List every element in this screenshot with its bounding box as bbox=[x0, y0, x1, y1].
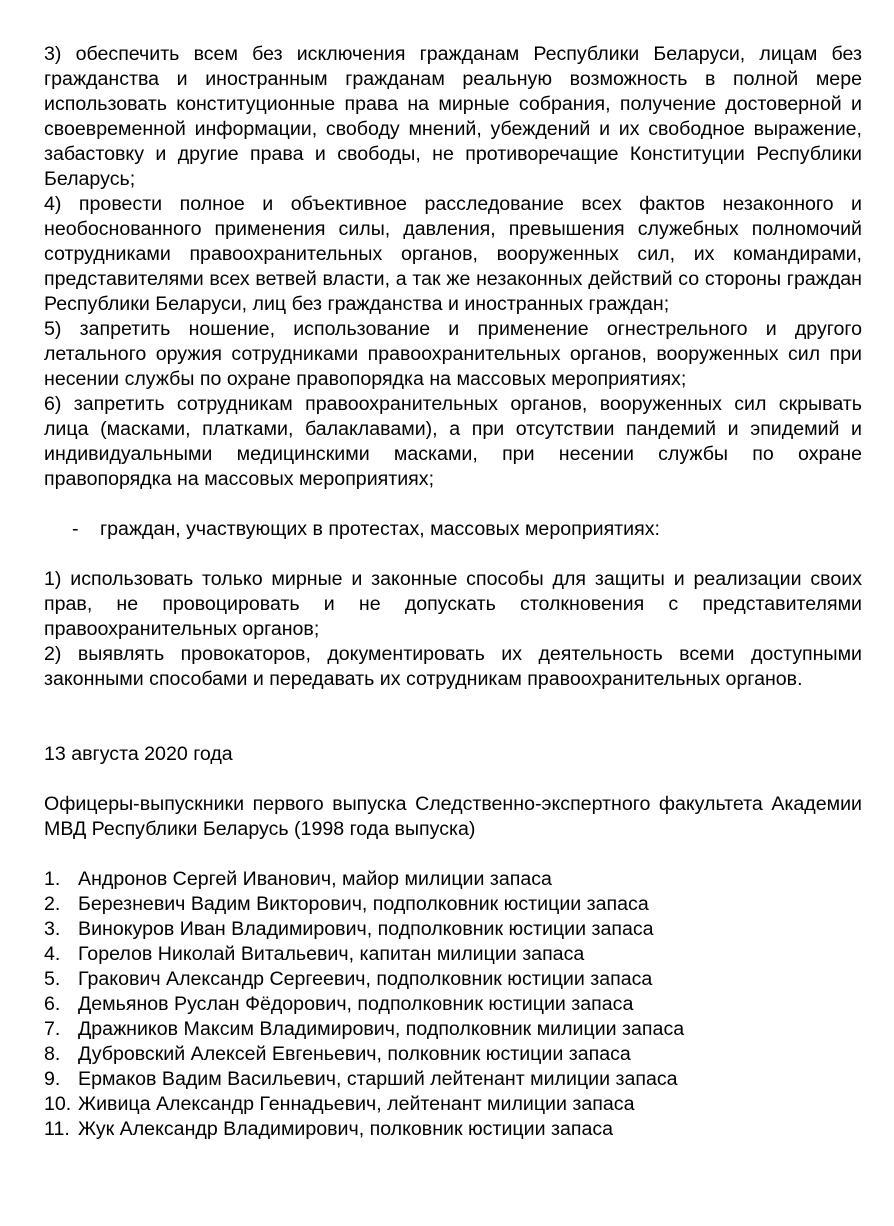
demand-paragraph-4: 4) провести полное и объективное расследование всех фактов незаконного и необоснованного применения силы, давления, превышения служебных полномочий сотрудниками правоохранительных органов, вооруженных сил, их командирами, представителями всех ветвей власти, а так же незаконных действий со стороны граждан Республики Беларуси, лиц без гражданства и иностранных граждан; bbox=[44, 193, 862, 315]
signatory-number: 6. bbox=[44, 993, 61, 1015]
signatory-item bbox=[44, 1017, 862, 1042]
signatory-item bbox=[44, 1117, 862, 1142]
signatory-number: 2. bbox=[44, 893, 61, 915]
document-date: 13 августа 2020 года bbox=[44, 743, 233, 765]
demand-paragraph-3: 3) обеспечить всем без исключения гражданам Республики Беларуси, лицам без гражданства и иностранным гражданам реальную возможность в полной мере использовать конституционные права на мирные собрания, получение достоверной и своевременной информации, свободу мнений, убеждений и их свободное выражение, забастовку и другие права и свободы, не противоречащие Конституции Республики Беларусь; bbox=[44, 43, 862, 190]
signatory-number: 10. bbox=[44, 1093, 72, 1115]
signatory-item bbox=[44, 967, 862, 992]
dash-marker: - bbox=[72, 518, 79, 540]
signatory-number: 5. bbox=[44, 968, 61, 990]
signatory-item bbox=[44, 867, 862, 892]
signatories-list bbox=[44, 867, 862, 1142]
signatory-number: 11. bbox=[44, 1118, 70, 1140]
signatory-text: Жук Александр Владимирович, полковник юстиции запаса bbox=[78, 1118, 614, 1140]
signatory-number: 9. bbox=[44, 1068, 61, 1090]
citizens-heading-text: граждан, участвующих в протестах, массовых мероприятиях: bbox=[100, 518, 660, 540]
signatory-text: Дражников Максим Владимирович, подполковник милиции запаса bbox=[78, 1018, 685, 1040]
signatory-item bbox=[44, 892, 862, 917]
signatory-number: 3. bbox=[44, 918, 61, 940]
signatory-item bbox=[44, 1092, 862, 1117]
signatory-text: Дубровский Алексей Евгеньевич, полковник юстиции запаса bbox=[78, 1043, 631, 1065]
signatories-intro: Офицеры-выпускники первого выпуска Следственно-экспертного факультета Академии МВД Республики Беларусь (1998 года выпуска) bbox=[44, 793, 862, 840]
signatory-text: Горелов Николай Витальевич, капитан милиции запаса bbox=[78, 943, 585, 965]
signatory-text: Андронов Сергей Иванович, майор милиции запаса bbox=[78, 868, 552, 890]
signatory-text: Березневич Вадим Викторович, подполковник юстиции запаса bbox=[78, 893, 649, 915]
signatory-number: 8. bbox=[44, 1043, 61, 1065]
demand-paragraph-5: 5) запретить ношение, использование и применение огнестрельного и другого летального оружия сотрудниками правоохранительных органов, вооруженных сил при несении службы по охране правопорядка на массовых мероприятиях; bbox=[44, 318, 862, 390]
signatory-item bbox=[44, 942, 862, 967]
citizen-paragraph-1: 1) использовать только мирные и законные способы для защиты и реализации своих прав, не провоцировать и не допускать столкновения с представителями правоохранительных органов; bbox=[44, 568, 862, 640]
signatory-item bbox=[44, 1042, 862, 1067]
signatory-number: 4. bbox=[44, 943, 61, 965]
signatory-item bbox=[44, 917, 862, 942]
signatory-text: Ермаков Вадим Васильевич, старший лейтенант милиции запаса bbox=[78, 1068, 678, 1090]
signatory-item bbox=[44, 1067, 862, 1092]
signatory-number: 7. bbox=[44, 1018, 61, 1040]
demand-paragraph-6: 6) запретить сотрудникам правоохранительных органов, вооруженных сил скрывать лица (масками, платками, балаклавами), а при отсутствии пандемий и эпидемий и индивидуальными медицинскими масками, при несении службы по охране правопорядка на массовых мероприятиях; bbox=[44, 393, 862, 490]
citizens-heading bbox=[44, 517, 862, 542]
citizen-paragraph-2: 2) выявлять провокаторов, документировать их деятельность всеми доступными законными способами и передавать их сотрудникам правоохранительных органов. bbox=[44, 643, 862, 690]
signatory-text: Гракович Александр Сергеевич, подполковник юстиции запаса bbox=[78, 968, 653, 990]
signatory-text: Живица Александр Геннадьевич, лейтенант милиции запаса bbox=[78, 1093, 635, 1115]
signatory-text: Винокуров Иван Владимирович, подполковник юстиции запаса bbox=[78, 918, 654, 940]
signatory-number: 1. bbox=[44, 868, 61, 890]
document-page bbox=[44, 42, 862, 1142]
signatory-text: Демьянов Руслан Фёдорович, подполковник юстиции запаса bbox=[78, 993, 634, 1015]
signatory-item bbox=[44, 992, 862, 1017]
